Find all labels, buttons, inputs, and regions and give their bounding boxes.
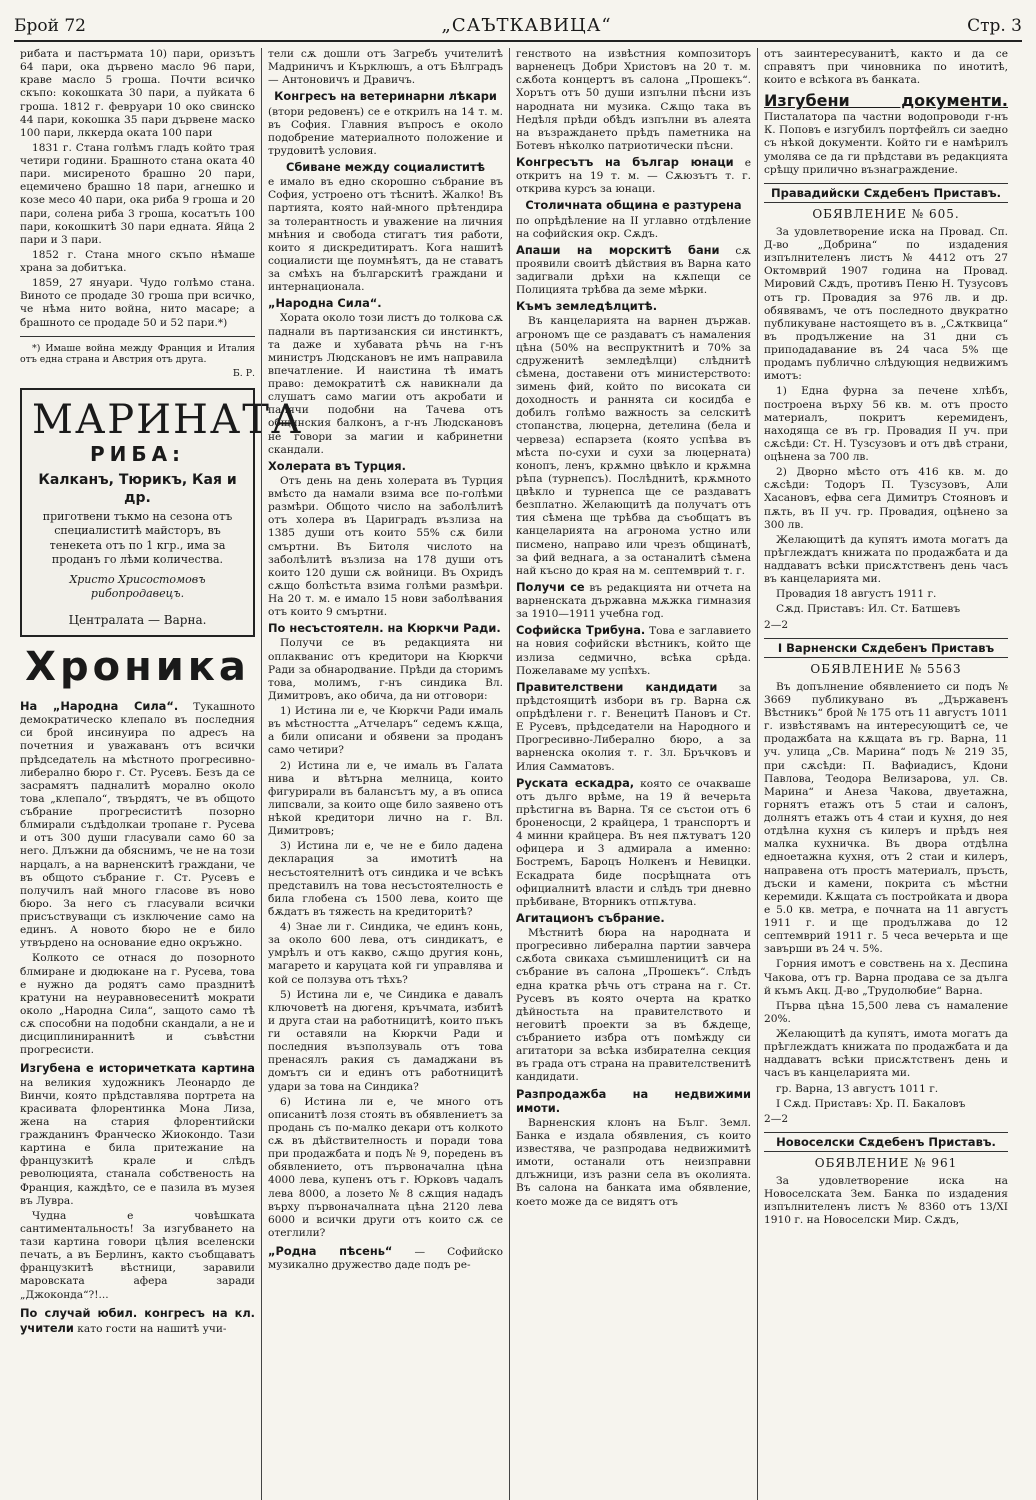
article-text: Чудна е човѣшката сантиментальность! За изгубването на тази картина говори цѣлия вселенски печать, а въ Берлинъ, както съобщаватъ французкитѣ вѣстници, заравили маровската афера заради „Джоконда“?!... [20, 1209, 255, 1301]
prices-paragraph: рибата и пастърмата 10) пари, оризътъ 64 пари, ока дървено масло 96 пари, краве масло 5 гроша. Почти всичко скъпо: кокошката 30 пари, а пуйката 6 гроша. 1812 г. февруари 10 око свинско 44 пари, кокошка 35 пари дървене маско 100 пари, лккерда оката 100 пари [20, 48, 255, 139]
article-text: Хората около този листъ до толкова сѫ паднали въ партизанския си инстинктъ, та даже и хубавата рѣчь на г-нъ министръ Людскановъ не имъ направила впечатление. И наистина тѣ иматъ право: демократитѣ сѫ навикнали да слушатъ само магии отъ акробати и палячи подобни на Тачева отъ общинския балконъ, а г-нъ Людскановъ не говори за магии и кабринетни скандали. [268, 312, 503, 456]
article-congress [516, 155, 751, 196]
notice-text: Първа цѣна 15,500 лева съ намаление 20%. [764, 999, 1008, 1025]
article-text: тели сѫ дошли отъ Загребъ учителитѣ Мадриничъ и Кърклюшъ, а отъ Бѣлградъ — Антоновичъ и Дравичъ. [268, 48, 503, 87]
court-heading: I Варненски Сѫдебенъ Приставъ [764, 638, 1008, 658]
court-heading: Новоселски Сѫдебенъ Приставъ. [764, 1132, 1008, 1152]
notice-text: 2) Дворно мѣсто отъ 416 кв. м. до сѫсѣди: Тодоръ П. Тузсузовъ, Али Хасановъ, ефва сега Димитръ Стояновъ и пѫть, въ II уч. гр. Провадия, оцѣнено за 300 лв. [764, 466, 1008, 531]
article-heading: Разпродажба на недвижими имоти. [516, 1086, 751, 1115]
article-heading: Конгресъ на ветеринарни лѣкари [274, 89, 497, 104]
article-text: Колкото се отнася до позорното блмиране и дюдюкане на г. Русева, това е нужно да родятъ само празднитѣ кратуни на неуравновесенитѣ мократи около „Народна Сила“, защото само тѣ сѫ способни на подобни скандали, а не и дисциплинираннитѣ и съвѣстни прогресисти. [20, 952, 255, 1057]
article-text: за прѣдстоящитѣ избори въ гр. Варна сѫ опрѣдѣлени г. г. Венецитѣ Пановъ и Ст. Е Русевъ, прѣдседатели на Народного и Прогресивно-Либерално бюро, а за варненска околия т. г. Зл. Бръчковъ и Илия Самматовъ. [516, 681, 752, 773]
article-text: е откритъ на 19 т. м. — Сѫюзътъ т. г. открива курсъ за юнаци. [516, 157, 751, 196]
article-heading: Софийска Трибуна. [516, 623, 646, 638]
prices-paragraph: 1852 г. Стана много скъпо нѣмаше храна за добитъка. [20, 248, 255, 274]
section-title: Хроника [25, 644, 250, 691]
notice-signature: I Сѫд. Приставъ: Хр. П. Бакаловъ [776, 1097, 966, 1110]
columns [14, 48, 1022, 1500]
prices-paragraph: 1831 г. Стана голѣмъ гладъ който трая четири години. Брашното стана оката 40 пари. мисиреното брашно 20 пари, ецемичено брашно 18 пари, агнешко и козе месо 40 пари, ока риба 9 гроша и 20 пари, солена риба 3 гроша, косатъть 100 пари, кокошкитѣ 30 пари едната. Яйца 2 пари и 3 пари. [20, 141, 255, 246]
article-heading: Изгубени документи. [764, 91, 1008, 111]
article-text: сѫ проявили своитѣ дѣйствия въ Варна като задигвали дрѣхи на кѫпещи се Полицията трѣбва да земе мѣрки. [516, 244, 751, 297]
article-song [268, 1244, 503, 1272]
column-4 [757, 48, 1014, 1500]
article-heading: На „Народна Сила“. [20, 699, 179, 714]
page-number: Стр. 3 [967, 16, 1022, 36]
notice-signature: Сѫд. Приставъ: Ил. Ст. Батшевъ [776, 603, 961, 616]
article-text: Варненския клонъ на Бълг. Земл. Банка е издала обявления, съ които известява, че разпродава недвижимитѣ имоти, останали отъ неизправни длъжници, изъ разни села въ околията. Въ салона на банката има обявление, което може да се видятъ отъ [516, 1116, 751, 1208]
article-heading: Изгубена е историчетката картина [20, 1061, 255, 1076]
notice-date: гр. Варна, 13 августъ 1011 г. [776, 1082, 939, 1095]
column-2 [261, 48, 509, 1500]
column-3 [509, 48, 757, 1500]
article-text: по опрѣдѣление на II углавно отдѣление на софийския окр. Сѫдъ. [516, 214, 751, 240]
article-text: 5) Истина ли е, че Синдика е давалъ ключоветѣ на дюгеня, кръчмата, избитѣ и друга стаи на работницитѣ, които пъкъ ги оставяли на Кюркчи Ради и последния възползуваль отъ това пренасялъ ракия съ дамаджани въ домътъ си и единъ отъ работницитѣ удари за това на Синдика? [268, 988, 503, 1093]
notice-text: 1) Една фурна за печене хлѣбъ, построена върху 56 кв. м. отъ просто материалъ, покритъ керемиденъ, находяща се въ гр. Провадия II уч. при сѫсѣди: Ст. Н. Тузсузовъ и отъ двѣ страни, оцѣнена за 700 лв. [764, 385, 1008, 464]
article-heading: Конгресътъ на българ юнаци [516, 155, 734, 169]
article-text: Получи се въ редакцията ни оплакванис отъ кредитори на Кюркчи Ради за обнародвание. Прѣди да сторимъ това, молимъ, г-нъ синдика Вл. Димитровъ, ако обича, да ни отговори: [268, 637, 503, 702]
article-heading: Столичната община е разтурена [525, 198, 742, 213]
notice-date: Провадия 18 августъ 1911 г. [776, 588, 937, 601]
notice-title: ОБЯВЛЕНИЕ № 605. [812, 207, 960, 222]
article-heading: Правителствени кандидати [516, 679, 718, 694]
footnote: *) Имаше война между Франция и Италия отъ една страна и Австрия отъ друга. [20, 342, 255, 366]
article-heading: „Народна Сила“. [268, 296, 382, 311]
newspaper-title: „САЪТКАВИЦА“ [441, 15, 612, 36]
notice-count: 2—2 [764, 1112, 789, 1125]
fish-advertisement [20, 388, 304, 638]
article-text: генството на извѣстния композиторъ варненецъ Добри Христовъ на 20 т. м. сѫбота концертъ въ салона „Прошекъ“. Хорътъ отъ 50 души изпълни пѣсни изъ народната ни музика. Сѫщо така въ Недѣля прѣди обѣдъ изпълни въ алеята на възраждането прѣдъ паметника на Ботевъ нѣколко патриотически пѣсни. [516, 48, 751, 152]
article-heading: Получи се [516, 579, 585, 594]
article-text: въ редакцията ни отчета на варненската държавна мѫжка гимназия за 1910—1911 учебна год. [516, 581, 752, 621]
article-text: Писталатора па частни водопроводи г-нъ К. Поповъ е изгубилъ портфейлъ си заедно съ нѣкой документи. Който ги е намѣрилъ умолява се да ги прѣдстави въ редакцията срѣщу прилично възнаграждение. [764, 111, 1008, 176]
article-text: 1) Истина ли е, че Кюркчи Ради ималь въ мѣстността „Атчеларъ“ седемъ кѫща, а били описани и обявени за проданъ само четири? [268, 705, 503, 757]
ad-title: МАРИНАТА [32, 396, 304, 443]
article-heading: По несъстоятелн. на Кюркчи Ради. [268, 621, 501, 636]
notice-text: За удовлетворение иска на Новоселската Зем. Банка по издадения изпълнителенъ листъ № 8360 отъ 13/XI 1910 г. на Новоселски Мир. Сѫдъ, [764, 1175, 1008, 1227]
article-heading: По случай юбил. конгресъ на кл. учители [20, 1305, 255, 1335]
article-text: като гости на нашитѣ учи- [77, 1322, 227, 1335]
ad-subtitle: РИБА: [89, 441, 186, 466]
article-text: 6) Истина ли е, че много отъ описанитѣ лозя стоять въ обявлениетъ за продань съ по-малко декари отъ колкото сѫ въ дѣйствителность и поради това при продажбата и подъ № 9, поредень въ обявлението, отъ първоначална цѣна 4000 лева, купенъ отъ г. Юрковъ чадалъ лева 8000, а лозето № 8 сѫщия нададъ върху първоначалната цѣна 2120 лева 6000 и всички други отъ които сѫ се отеглили? [268, 1095, 503, 1239]
prices-paragraph: 1859, 27 януари. Чудо голѣмо стана. Виното се продаде 30 гроша при всичко, че нѣма нито война, нито масаре; а брашното се продаде 50 и 52 пари.*) [20, 277, 255, 329]
column-1 [14, 48, 304, 1500]
masthead [14, 10, 1022, 36]
notice-text: Горния имотъ е совствень на х. Деспина Чакова, отъ гр. Варна продава се за дълга й къмъ Акц. Д-во „Трудолюбие“ Варна. [764, 958, 1008, 997]
notice-title: ОБЯВЛЕНИЕ № 961 [814, 1156, 958, 1171]
article-text: (втори редовенъ) се е открилъ на 14 т. м. въ София. Главния въпросъ е около подобрение материалното положение и трудовитѣ условия. [268, 105, 503, 157]
article-text: Мѣстнитѣ бюра на народната и прогресивно либерална партии завчера сѫбота свикаха съмишленицитѣ си на събрание въ салона „Прошекъ“. Слѣдъ една кратка рѣчь отъ страна на г. Ст. Русевъ въ която очерта на кратко дѣйностьта на правителството и неговитѣ проекти за въ бѫдеще, събранието избра отъ помѣжду си агитатори за всѣка избирателна секция въ града отъ страна на правителственитѣ кандидати. [516, 927, 751, 1084]
article-text: Въ канцеларията на варнен държав. агрономъ ще се раздаватъ съ намаления цѣна (50% на веспруктнитѣ и 70% за сдруженитѣ земледѣлци) слѣднитѣ сѣмена, доставени отъ министерството: зимень фий, който по високата си доходность и раннята си косидба е добилъ голѣмо важность за селскитѣ стопанства, люцерна, детелина (бела и червеза) еспарзета (която успѣва въ мѣста по-сухи и сухи за люцерната) конопъ, ленъ, крѫмно цвѣкло и крѫмна рѣпа (турнепсъ). Послѣднитѣ, крѫмното цвѣкло и турнепса ще се раздаватъ безплатно. Желающитѣ да получатъ отъ тия сѣмена ще трѣбва да съобщатъ въ канцеларията на агронома устно или писмено, направо или чрезъ общинатѣ, за фий веднага, а за останалитѣ сѣмена най късно до края на м. септемврий т. г. [516, 315, 751, 577]
article-lost-painting [20, 1061, 255, 1207]
article-text: Отъ день на день холерата въ Турция вмѣсто да намали взима все по-голѣми размѣри. Общото число на заболѣлитѣ отъ холера въ Цариградъ възлиза на 1385 души отъ които 55% сѫ били смъртни. Въ Битоля числото на заболѣлитѣ възлиза на 178 души отъ които 120 души сѫ войници. Въ Охридъ сѫщо болѣстьта взима голѣми размѣри. На 20 т. м. е имало 15 нови заболѣвания отъ които 9 смъртни. [268, 474, 503, 619]
notice-title: ОБЯВЛЕНИЕ № 5563 [810, 661, 962, 676]
article-heading: Апаши на морскитѣ бани [516, 242, 720, 257]
article-report [516, 580, 751, 621]
ad-signature: Христо Хрисостомовъ рибопродавецъ. [69, 573, 206, 600]
notice-count: 2—2 [764, 618, 789, 631]
article-baths [516, 243, 751, 298]
article-candidates [516, 680, 751, 774]
article-text: която се очакваше отъ дълго врѣме, на 19 й вечерьта прѣстигна въ Варна. Тя се състои отъ 6 броненосци, 2 крайцера, 1 транспортъ и 4 минни крайцера. Въ нея пѫтуватъ 120 офицера и 3 адмирала а именно: Бостремъ, Бароцъ Нолкенъ и Невицки. Ескадрата биде посрѣщната отъ официалнитѣ власти и слѣдъ три дневно прѣбиване, Вторникъ отпѫтува. [516, 777, 751, 908]
article-text: Това е заглавието на новия софийски вѣстникъ, който ще излиза седмично, всѣка срѣда. Пожелаваме му успѣхъ. [516, 625, 751, 677]
article-text: Тукашното демократическо клепало въ последния си брой инсинуира по адресъ на почетния и уважаванъ отъ всички прѣдседатель на мѣстното прогресивно-либерално бюро г. Ст. Русевъ. Безъ да се засрамятъ падналитѣ морално около това „клепало“, твърдятъ, че въ общото събрание прогресиститѣ позорно блмирали съдѣдолкаи тропане г. Русева и отъ 300 души гласували само 60 за него. Длъжни да обяснимъ, че не на този нарцалъ, а на варненскитѣ граждани, че въ общото събрание г. Ст. Русевъ е получилъ най много гласове въ ново бюро. За него съ гласували всички присъствуващи съ изключение само на единъ. А новото бюро не е било утвърдено на основание едно окръжно. [20, 701, 255, 950]
ad-text: приготвени тъкмо на сезона отъ специалиститѣ майсторъ, въ тенекета отъ по 1 кгр., има за проданъ го лѣми количества. [42, 510, 233, 566]
article-teachers [20, 1306, 255, 1336]
issue-number: Брой 72 [14, 16, 86, 36]
court-heading: Правадийски Сѫдебенъ Приставъ. [764, 183, 1008, 203]
article-heading: „Родна пѣсень“ [268, 1244, 393, 1259]
article-documents [764, 91, 1008, 176]
ad-fish-types: Калканъ, Тюрикъ, Кая и др. [38, 472, 237, 506]
article-text: 4) Знае ли г. Синдика, че единъ конь, за около 600 лева, отъ синдикатъ, е умрѣлъ и отъ какво, сѫщо другия конь, магарето и каруцата кой ги управлява и кой се ползува отъ тѣхъ? [268, 921, 503, 986]
article-text: отъ заинтересуванитѣ, както и да се справятъ при чиновника по инотитѣ, които е всѣкога въ банката. [764, 48, 1008, 87]
notice-text: Желающитѣ да купятъ имота могатъ да прѣглеждатъ книжата по продажбата и да наддаватъ всѣки присѫтственъ день часъ въ канцеларията ми. [764, 533, 1008, 586]
article-heading: Холерата въ Турция. [268, 458, 406, 473]
notice-text: Въ допълнение обявлението си подъ № 3669 публикувано въ „Държавенъ Вѣстникъ“ брой № 175 отъ 11 августъ 1011 г. извѣстявамъ на интересующитѣ се, че продажбата на кѫщата въ гр. Варна, 11 уч. улица „Св. Марина“ подъ № 219 35, при сѫсѣди: П. Вафиадисъ, Кдони Павлова, Теодора Велизарова, ул. Св. Марина“ и Анеза Чакова, двуетажна, горнятъ етажъ отъ 5 стаи и салонъ, долнятъ етажъ отъ 4 стаи и кухня, до нея отдѣлна кухня съ килеръ и прѣдъ нея малка кухничка. Въ двора отдѣлна едноетажна кухня, отъ 2 стаи и килеръ, направена отъ простъ материалъ, пръсть, дъски и камени, покрита съ мѣстни керемиди. Кѫщата съ постройката и двора е 5.0 кв. метра, е почната на 11 августъ 1911 г. и ще продължава до 12 септемврий 1911 г. 5 чеса вечерьта и ще завърши въ 24 ч. 5%. [764, 680, 1008, 956]
notice-text: Желающитѣ да купятъ, имота могатъ да прѣглеждатъ книжата по продажбата и да наддаватъ всѣки присѫтственъ день и часъ въ канцеларията ми. [764, 1028, 1008, 1080]
article-heading: Агитационъ събрание. [516, 910, 665, 925]
article-heading: Сбиване между социалиститѣ [285, 160, 486, 175]
masthead-rule [14, 40, 1022, 42]
article-text: — Софийско музикално дружество даде подъ ре- [268, 1246, 503, 1272]
article-heading: Къмъ земледѣлцитѣ. [516, 299, 658, 314]
article-sila [20, 699, 255, 950]
ad-place: Централата — Варна. [68, 612, 207, 627]
article-text: 2) Истина ли е, че ималь въ Галата нива и вѣтърна мелница, които фигурирали въ балансътъ му, а въ описа липсвали, за които още било заявено отъ нѣкой кредитори лично на г. Вл. Димитровъ; [268, 759, 503, 838]
article-text: е имало въ едно скорошно събрание въ София, устроено отъ тѣснитѣ. Жалко! Въ партията, която най-много прѣтендира за толерантность и уважение на личния мнѣния и свобода стигатъ тия работи, които я дискредитиратъ. Кога нашитѣ социалисти ще поумнѣятъ, да не ставатъ за смѣхъ на българскитѣ граждани и интернационала. [268, 176, 503, 294]
footnote-sign: Б. Р. [232, 367, 255, 379]
divider [20, 336, 255, 337]
article-heading: Руската ескадра, [516, 775, 635, 790]
article-text: на великия художникъ Леонардо де Винчи, която прѣдставлява портрета на красивата флорентинка Мона Лиза, жена на стария флорентийски гражданинъ Франческо Жиокондо. Тази картина е била притежание на французкитѣ крале и слѣдъ революцията, станала собственость на Франция, каждѣто, се е пазила въ музея въ Лувра. [20, 1076, 255, 1207]
article-tribune [516, 623, 751, 678]
notice-text: За удовлетворение иска на Провад. Сп. Д-во „Добрина“ по издадения изпълнителенъ листъ № 4412 отъ 27 Октомврий 1907 година на Провад. Мировий Сѫдъ, противъ Пеню Н. Тузусовъ отъ гр. Провадия за 976 лв. и др. обявявамъ, че отъ последното двукратно публикуване настоящето въ в. „Сѫтквица“ въ продължение на 31 дни съ приподадавание въ 24 часа 5% ще продамъ публично слѣдующия недвижимъ имотъ: [764, 225, 1008, 383]
article-text: 3) Истина ли е, че не е било дадена декларация за имотитѣ на несъстоятелнитѣ отъ синдика и че всѣкъ представилъ на това несъстоятелность е била глобена съ 1500 лева, които ще бѫдатъ въ тяжесть на кредиторитѣ? [268, 840, 503, 918]
article-squadron [516, 776, 751, 909]
